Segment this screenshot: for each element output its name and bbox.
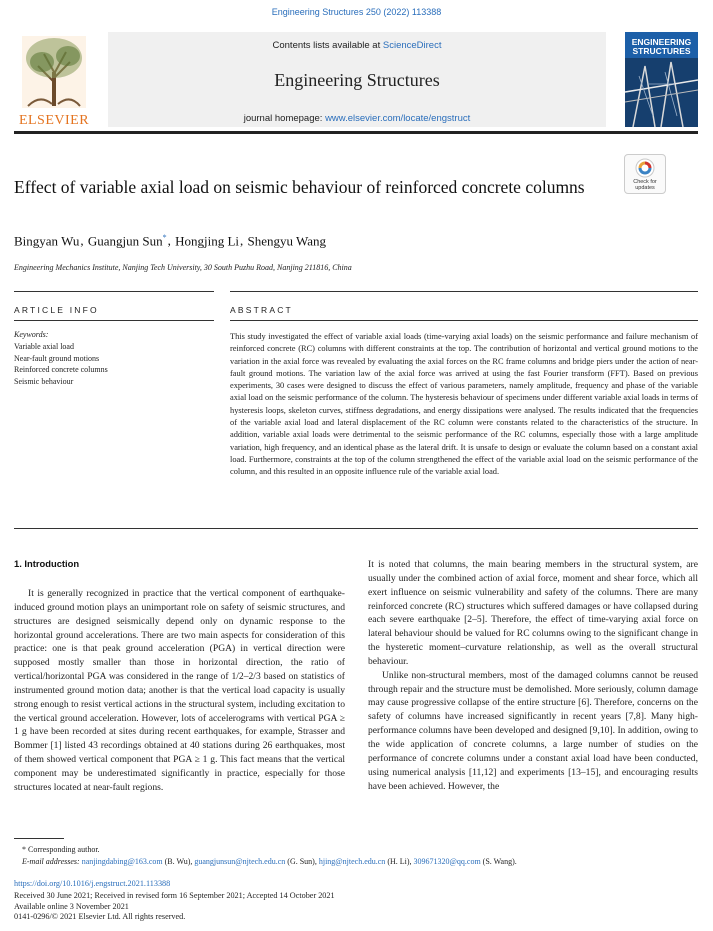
journal-homepage-link[interactable]: www.elsevier.com/locate/engstruct (325, 113, 471, 124)
cover-bridge-icon (625, 32, 698, 127)
introduction-heading: 1. Introduction (14, 558, 80, 569)
email-owner: (H. Li), (387, 857, 412, 866)
keyword-item: Reinforced concrete columns (14, 365, 108, 375)
body-paragraph: Unlike non-structural members, most of the damaged columns cannot be reused through repair and the structure must be demolished. More seriously, column damage may cause progressive collapse of the entire structure [6]. Therefore, concerns on the safety of columns have increased significantly in recent years [7,8]. Many high-performance columns have been developed and designed [9,10]. In addition, owing to the wide application of concrete columns, a large number of studies on the performance of concrete columns under a constant axial load have been conducted, using numerical analysis [11,12] and experiments [13–15], and encouraging results have been achieved. However, the (368, 669, 698, 792)
author-name[interactable]: Bingyan Wu (14, 233, 80, 249)
author-name[interactable]: Hongjing Li (175, 233, 239, 249)
article-info-heading: ARTICLE INFO (14, 305, 99, 315)
elsevier-tree-icon (14, 32, 94, 112)
elsevier-wordmark: ELSEVIER (18, 113, 90, 128)
cover-title: ENGINEERING STRUCTURES (631, 37, 692, 56)
article-title: Effect of variable axial load on seismic behaviour of reinforced concrete columns (14, 177, 585, 197)
author-name[interactable]: Guangjun Sun (87, 233, 163, 249)
footnote-rule (14, 838, 64, 839)
check-updates-label: Check for updates (633, 179, 657, 191)
divider (14, 291, 214, 292)
email-owner: (G. Sun), (287, 857, 317, 866)
right-column (368, 558, 698, 793)
author-list: Bingyan Wu, Guangjun Sun*, Hongjing Li, Shengyu Wang (14, 233, 327, 249)
left-column (14, 587, 345, 795)
copyright: 0141-0296/© 2021 Elsevier Ltd. All rights reserved. (14, 912, 186, 921)
abstract-heading: ABSTRACT (230, 305, 293, 315)
affiliation: Engineering Mechanics Institute, Nanjing Tech University, 30 South Puzhu Road, Nanjing 211816, China (14, 263, 352, 272)
email-link[interactable]: 309671320@qq.com (413, 857, 481, 866)
contents-line (108, 40, 606, 51)
check-updates-icon (634, 157, 656, 179)
corresponding-author-mark[interactable]: * (162, 233, 167, 242)
email-addresses (22, 856, 702, 868)
email-link[interactable]: guangjunsun@njtech.edu.cn (194, 857, 286, 866)
divider (230, 320, 698, 321)
abstract-text: This study investigated the effect of variable axial loads (time-varying axial loads) on the seismic performance and failure mechanism of reinforced concrete (RC) columns with different constraints at the top. The contribution of horizontal and vertical ground motions to the variation in the axial force was revealed by evaluating the axial forces on the RC frame columns and bridge piers under the action of near-fault ground motions. The variation law of the axial force was arrived at using the fast Fourier transform (FFT). Based on previous experiments, 30 cases were designed to discuss the effect of various parameters, namely amplitude, frequency and phase of the variable axial load on the seismic performance of the column. The hysteresis behaviour of specimens under different variable axial loads in terms of hysteresis loops, skeleton curves, stiffness degradations, and energy dissipations were analysed. The results indicated that the frequencies of the variable axial load and lateral displacement of the RC column were constants related to the characteristics of the structure. In addition, variable axial loads were detrimental to the seismic performance of the RC columns, especially those with a large amplitude variation, high frequency, and an identical phase as the lateral drift. It is unsafe to design or evaluate the column based on a constant axial load. Furthermore, constraints at the top of the column strengthened the effect of the variable axial load on the seismic performance of the column, and this resulted in an opposite influence rule of the variable axial load. (230, 332, 698, 477)
email-label: E-mail addresses: (22, 857, 80, 866)
keywords-label: Keywords: (14, 330, 49, 339)
email-owner: (S. Wang). (482, 857, 517, 866)
corresponding-author-note: * Corresponding author. (22, 845, 100, 854)
body-paragraph: It is noted that columns, the main bearing members in the structural system, are usually under the combined action of axial force, moment and shear force, which all exert influence on seismic vulnerability and safety of the columns. There are many reinforced concrete (RC) structures which suffered damages or have collapsed during each severe earthquake [2–5]. Therefore, the effect of time-varying axial force on lateral behaviour should be valued for RC columns owing to the significant change in the hysteretic moment–curvature relationship, as well as the overall structural behaviour. (368, 559, 698, 667)
header-rule (14, 131, 698, 134)
journal-reference[interactable]: Engineering Structures 250 (2022) 113388 (271, 7, 442, 17)
journal-name[interactable]: Engineering Structures (274, 70, 440, 90)
body-paragraph: It is generally recognized in practice that the vertical component of earthquake-induced ground motion plays an unimportant role on safety of seismic structures, and structures are designed seismically depend only on dynamic response to the horizontal ground accelerations. There are two main aspects for consideration of this practice: one is that peak ground acceleration (PGA) in vertical direction were supposed mostly smaller than those in horizontal direction, the ratio of vertical/horizontal PGA was considered in the range of 1/2–2/3 based on statistics of instrumented ground motion data; another is that the vertical load capacity is usually strong enough to resist vertical actions in the structural system, including excitation to the vertical ground acceleration. However, lots of accelerograms with vertical PGA ≥ 1 g have been recorded at sites during recent earthquakes, for example, Strasser and Bommer [1] listed 43 recordings obtained at 40 stations during 26 earthquakes, most of them showed vertical component that PGA ≥ 1 g. This fact means that the vertical component may be underestimated significantly in practice, especially for those structures located at near-fault regions. (14, 588, 345, 793)
contents-prefix: Contents lists available at (272, 40, 383, 51)
keyword-item: Seismic behaviour (14, 377, 74, 387)
keyword-item: Variable axial load (14, 342, 74, 351)
available-online: Available online 3 November 2021 (14, 901, 129, 911)
publication-history (14, 891, 614, 923)
footnotes (22, 844, 702, 868)
email-link[interactable]: hjing@njtech.edu.cn (318, 857, 386, 866)
received-dates: Received 30 June 2021; Received in revised form 16 September 2021; Accepted 14 October 2021 (14, 891, 335, 900)
journal-cover-image[interactable] (625, 32, 698, 127)
doi-link[interactable]: https://doi.org/10.1016/j.engstruct.2021.113388 (14, 879, 171, 888)
check-for-updates-button[interactable] (624, 154, 666, 194)
email-link[interactable]: nanjingdabing@163.com (81, 857, 163, 866)
keyword-item: Near-fault ground motions (14, 353, 100, 363)
email-owner: (B. Wu), (164, 857, 193, 866)
author-name[interactable]: Shengyu Wang (247, 233, 327, 249)
homepage-line (108, 113, 606, 124)
divider (230, 291, 698, 292)
divider (14, 528, 698, 529)
sciencedirect-link[interactable]: ScienceDirect (382, 40, 442, 51)
keywords-list (14, 341, 214, 388)
divider (14, 320, 214, 321)
homepage-prefix: journal homepage: (243, 113, 326, 124)
